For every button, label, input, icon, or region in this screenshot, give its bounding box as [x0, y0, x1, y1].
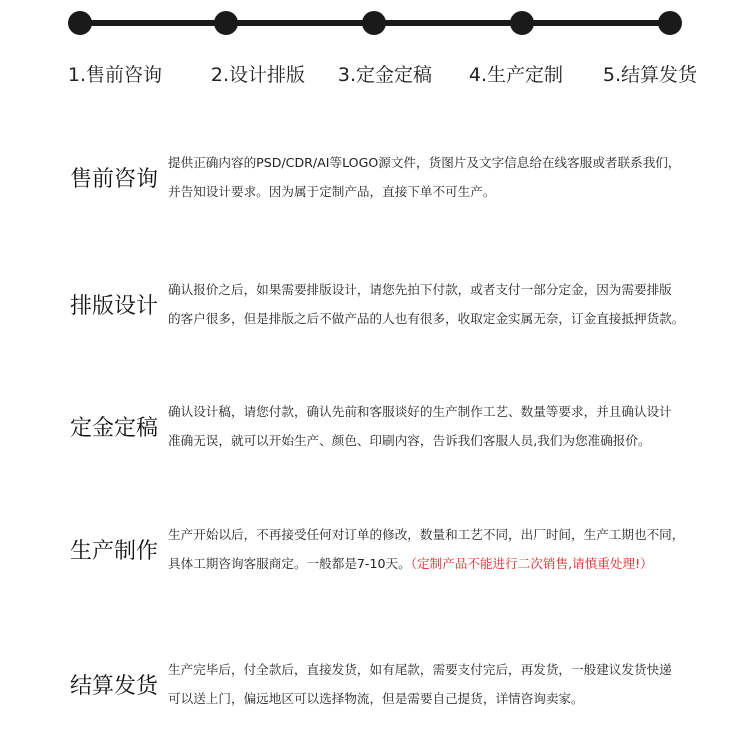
section-text	[168, 655, 693, 713]
section-text	[168, 397, 693, 455]
section-text	[168, 275, 693, 333]
timeline-dot	[658, 11, 682, 35]
process-timeline	[0, 0, 750, 110]
section-title: 定金定稿	[70, 416, 159, 441]
step-label-3: 3.定金定稿	[337, 64, 433, 86]
section-title: 排版设计	[70, 294, 159, 319]
text-line: 可以送上门，偏远地区可以选择物流，但是需要自己提货，详情咨询卖家。	[168, 691, 584, 706]
text-line: 生产开始以后，不再接受任何对订单的修改，数量和工艺不同，出厂时间，生产工期也不同，	[168, 527, 685, 542]
section-title: 生产制作	[70, 539, 159, 564]
timeline-dot	[68, 11, 92, 35]
section-text	[168, 520, 693, 578]
step-label-2: 2.设计排版	[210, 64, 306, 86]
text-line-body: 具体工期咨询客服商定。一般都是7-10天。	[168, 556, 411, 571]
timeline-dot	[362, 11, 386, 35]
section-text	[168, 148, 693, 206]
text-line: 的客户很多，但是排版之后不做产品的人也有很多，收取定金实属无奈，订金直接抵押货款。	[168, 311, 685, 326]
section-title: 结算发货	[70, 674, 159, 699]
step-label-5: 5.结算发货	[602, 64, 698, 86]
step-label-1: 1.售前咨询	[67, 64, 163, 86]
text-line: 生产完毕后，付全款后，直接发货，如有尾款，需要支付完后，再发货，一般建议发货快递	[168, 662, 672, 677]
text-line: 确认报价之后，如果需要排版设计，请您先拍下付款，或者支付一部分定金，因为需要排版	[168, 282, 672, 297]
timeline-dot	[510, 11, 534, 35]
warning-note: （定制产品不能进行二次销售,请慎重处理!）	[410, 556, 653, 571]
section-title: 售前咨询	[70, 167, 159, 192]
timeline-dot	[214, 11, 238, 35]
text-line	[168, 549, 693, 578]
text-line: 提供正确内容的PSD/CDR/AI等LOGO源文件，货图片及文字信息给在线客服或者联系我们，	[168, 155, 681, 170]
text-line: 并告知设计要求。因为属于定制产品，直接下单不可生产。	[168, 184, 496, 199]
text-line: 确认设计稿，请您付款，确认先前和客服谈好的生产制作工艺、数量等要求，并且确认设计	[168, 404, 672, 419]
step-label-4: 4.生产定制	[468, 64, 564, 86]
text-line: 准确无误，就可以开始生产、颜色、印刷内容，告诉我们客服人员,我们为您准确报价。	[168, 433, 651, 448]
